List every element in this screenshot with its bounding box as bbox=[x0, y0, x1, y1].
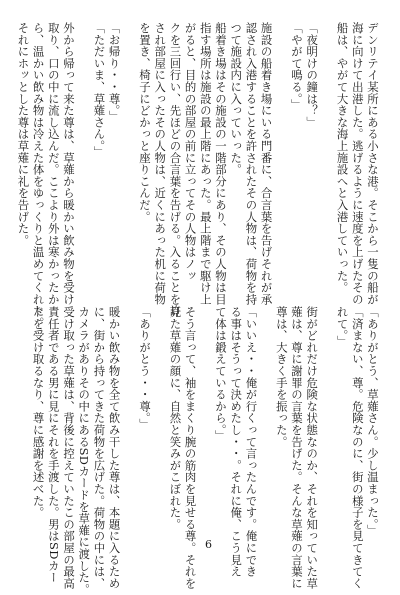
upper-text-line: 認され入港することを許されたその人物は、荷物を持 bbox=[244, 22, 259, 306]
upper-text-line: がると、目的の部屋の前に立ってその人物はノッ bbox=[183, 22, 198, 282]
upper-blank-line bbox=[76, 22, 91, 254]
lower-text-line: 薙は、尊に謝罪の言葉を告げた。そんな草薙の言葉に bbox=[290, 306, 304, 590]
lower-text-line: 責任者である男に見にそれを手渡した。男はSDカー bbox=[46, 306, 61, 584]
lower-blank-line bbox=[152, 306, 167, 538]
upper-text-line: クを三回行い、先ほどの合言葉を告げる。入ることを許 bbox=[168, 22, 183, 317]
lower-text-line: 「ありがとう・・尊。」 bbox=[138, 306, 153, 431]
lower-blank-line bbox=[258, 306, 273, 538]
upper-text-line: され部屋に入ったその人物は、近くにあった机に荷物 bbox=[153, 22, 168, 306]
page-number: 6 bbox=[205, 538, 212, 551]
upper-text-line: 取り、口の中に流し込んだ。ここより外は寒かったか bbox=[46, 22, 61, 306]
lower-text-line: 暖かい飲み物を全て飲み干した尊は、本題に入るため bbox=[107, 306, 122, 590]
upper-text-line: 「やがて鳴る。」 bbox=[290, 22, 304, 111]
upper-text-line: 船着き場はその施設の一階部分にあり、その人物は目 bbox=[214, 22, 228, 306]
upper-text-line: を置き、椅子にどかっと座りこんだ。 bbox=[137, 22, 152, 223]
lower-text-line: る事はそうって決めたし・・。それに俺、こう見え bbox=[229, 306, 244, 578]
upper-text-line: 指す場所は施設の最上階にあった。最上階まで駆け上 bbox=[198, 22, 213, 306]
lower-blank-line bbox=[319, 306, 334, 538]
lower-blank-line bbox=[198, 306, 213, 538]
lower-text-line: カメラがありその中にあるSDカードを草薙に渡した。 bbox=[77, 306, 92, 595]
upper-text-line: 施設の船着き場にいる門番に、合言葉を告げそれが承 bbox=[259, 22, 274, 306]
lower-text-line: 「いいえ・・俺が行くって言ったんです。俺にでき bbox=[244, 306, 259, 578]
lower-text-line: 「済まない、尊。危険なのに、街の様子を見てきてく bbox=[350, 306, 365, 590]
upper-text-line: つて施設内に入っていった。 bbox=[229, 22, 244, 176]
lower-text-line: そう言って、袖をまくり腕の筋肉を見せる尊。それを bbox=[183, 306, 198, 590]
upper-text-line: 船は、やがて大きな海上施設へと入港していった。 bbox=[335, 22, 350, 294]
upper-text-line: デンリテイ某所にある小さな港。そこから一隻の船が bbox=[366, 22, 380, 306]
lower-text-line: 「ありがとう、草薙さん。少し温まった。」 bbox=[366, 306, 380, 537]
lower-text-line: 尊は、大きく手を振った。 bbox=[274, 306, 289, 448]
lower-blank-line bbox=[122, 306, 137, 538]
lower-text-line: 街がどれだけ危険な状態なのか、それを知っていた草 bbox=[305, 306, 320, 590]
lower-text-line: て体は鍛えているから。」 bbox=[214, 306, 228, 442]
upper-blank-line bbox=[319, 22, 334, 254]
upper-blank-line bbox=[274, 22, 289, 254]
lower-text-line: に、街から持ってきた荷物を広げた。荷物の中には、 bbox=[92, 306, 107, 590]
lower-text-line: 受け取った草薙は、背後に控えていたこの部屋の最高 bbox=[62, 306, 77, 590]
upper-text-line: 「夜明けの鐘は？」 bbox=[305, 22, 320, 129]
upper-text-line: 外から帰って来た尊は、草薙から暖かい飲み物を受け bbox=[62, 22, 76, 306]
lower-text-block bbox=[22, 306, 380, 595]
lower-text-line: れて。」 bbox=[335, 306, 350, 348]
upper-text-line: それにホッとした尊は草薙に礼を告げた。 bbox=[16, 22, 31, 247]
upper-text-line: 海に向けて出港した。逃げるように速度を上げたその bbox=[350, 22, 365, 306]
upper-text-line: ら、温かい飲み物は冷えた体をゆっくりと温めてくれた。 bbox=[31, 22, 46, 329]
upper-blank-line bbox=[122, 22, 137, 254]
upper-text-line: 「お帰り・・尊。」 bbox=[107, 22, 122, 123]
lower-text-line: 見た草薙の顔に、自然と笑みがこぼれた。 bbox=[168, 306, 183, 531]
upper-text-line: 「ただいま、草薙さん。」 bbox=[92, 22, 107, 158]
lower-text-line: ドを受け取るなり、尊に感謝を述べた。 bbox=[31, 306, 46, 519]
